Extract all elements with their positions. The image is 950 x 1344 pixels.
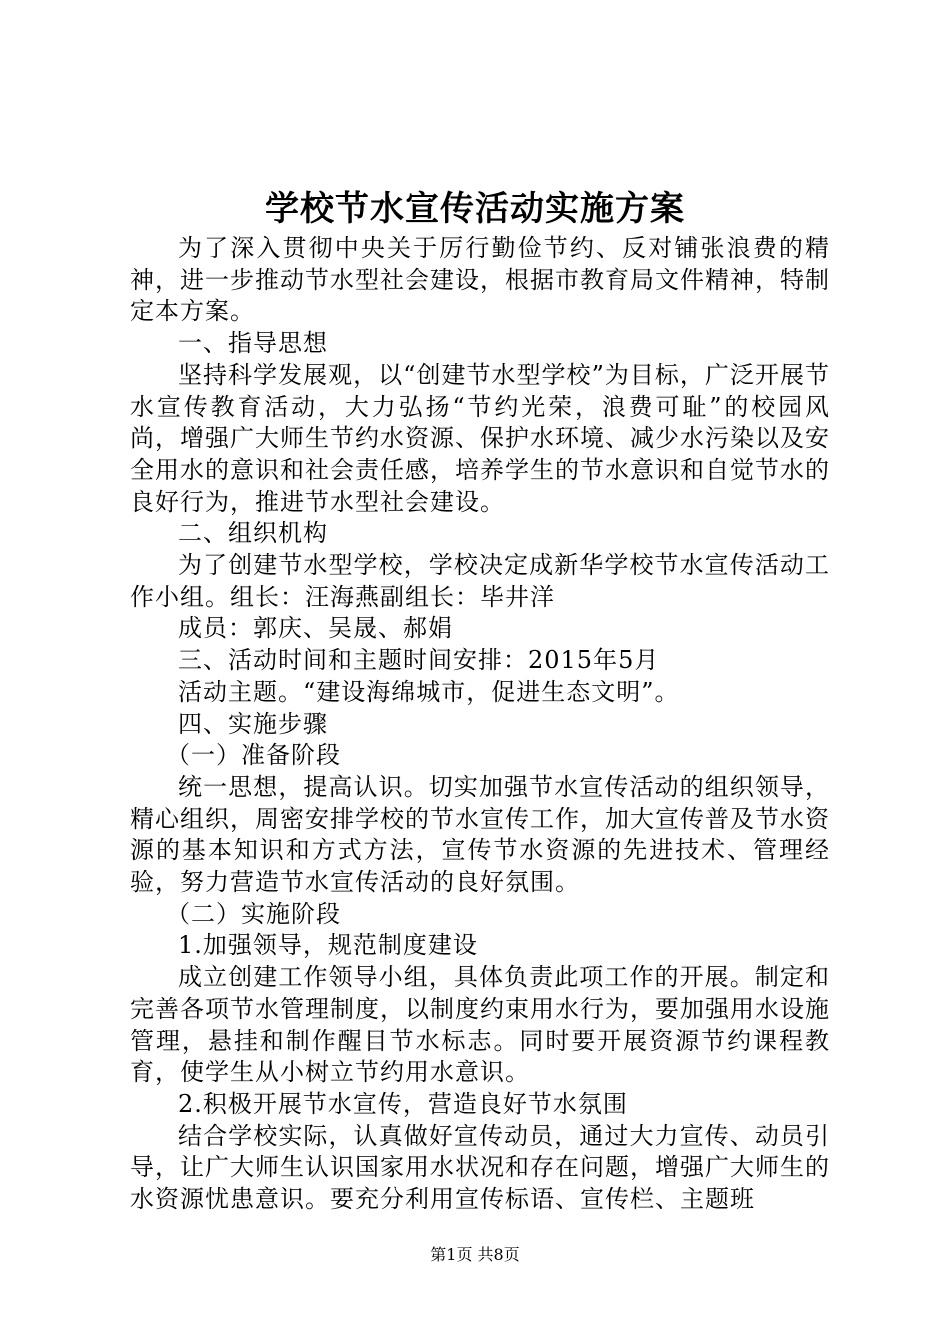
guiding-ideology-paragraph: 坚持科学发展观，以“创建节水型学校”为目标，广泛开展节水宣传教育活动，大力弘扬“节约光荣，浪费可耻”的校园风尚，增强广大师生节约水资源、保护水环境、减少水污染以及安全用水的意识和社会责任感，培养学生的节水意识和自觉节水的良好行为，推进节水型社会建设。 [130,360,830,516]
subsection-heading-implementation: （二）实施阶段 [166,899,341,928]
members-line: 成员：郭庆、吴晟、郝娟 [178,614,453,643]
section-heading-organization: 二、组织机构 [178,519,328,548]
subsection-heading-preparation: （一）准备阶段 [166,741,341,770]
section-heading-steps: 四、实施步骤 [178,709,328,738]
leadership-paragraph: 成立创建工作领导小组，具体负责此项工作的开展。制定和完善各项节水管理制度，以制度约束用水行为，要加强用水设施管理，悬挂和制作醒目节水标志。同时要开展资源节约课程教育，使学生从小树立节约用水意识。 [130,963,830,1087]
document-body [130,233,830,1216]
intro-paragraph: 为了深入贯彻中央关于厉行勤俭节约、反对铺张浪费的精神，进一步推动节水型社会建设，根据市教育局文件精神，特制定本方案。 [130,234,830,326]
section-heading-guiding-ideology: 一、指导思想 [178,329,328,358]
page-footer: 第1页 共8页 [430,1245,520,1264]
activity-theme-line: 活动主题。“建设海绵城市，促进生态文明”。 [178,677,680,706]
document-title: 学校节水宣传活动实施方案 [265,189,685,229]
preparation-paragraph: 统一思想，提高认识。切实加强节水宣传活动的组织领导，精心组织，周密安排学校的节水宣传工作，加大宣传普及节水资源的基本知识和方式方法，宣传节水资源的先进技术、管理经验，努力营造节水宣传活动的良好氛围。 [130,772,830,897]
item-heading-leadership: 1.加强领导，规范制度建设 [178,931,478,960]
item-heading-publicity: 2.积极开展节水宣传，营造良好节水氛围 [178,1089,628,1118]
section-heading-schedule: 三、活动时间和主题时间安排：2015年5月 [178,646,660,675]
organization-paragraph: 为了创建节水型学校，学校决定成新华学校节水宣传活动工作小组。组长：汪海燕副组长：毕井洋 [130,551,830,611]
publicity-paragraph: 结合学校实际，认真做好宣传动员，通过大力宣传、动员引导，让广大师生认识国家用水状况和存在问题，增强广大师生的水资源忧患意识。要充分利用宣传标语、宣传栏、主题班 [130,1121,830,1214]
